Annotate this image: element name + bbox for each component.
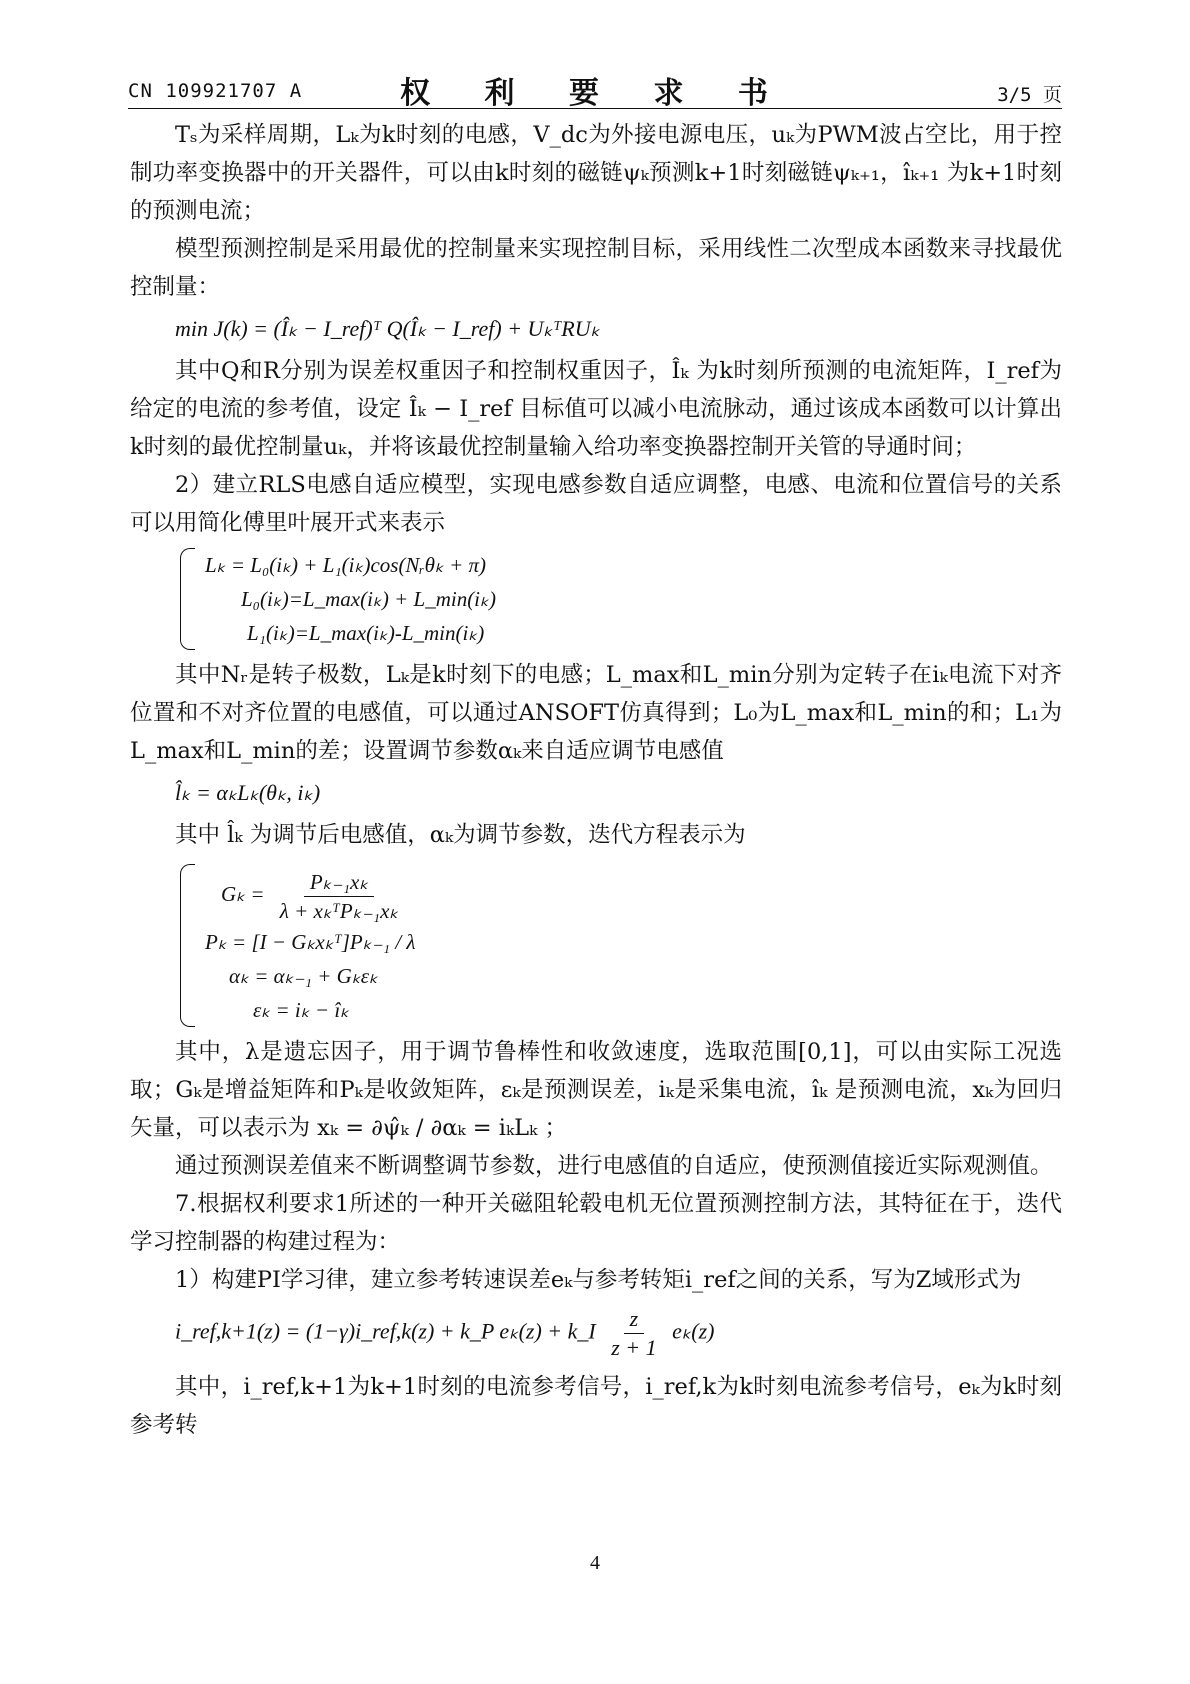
paragraph: 通过预测误差值来不断调整调节参数，进行电感值的自适应，使预测值接近实际观测值。 — [175, 1152, 1053, 1179]
inductance-equation-system — [180, 548, 1062, 650]
pi-rhs: eₖ(z) — [672, 1318, 715, 1344]
gain-numerator: Pₖ₋₁xₖ — [304, 868, 374, 897]
header-rule — [128, 108, 1062, 109]
paragraph: 模型预测控制是采用最优的控制量来实现控制目标，采用线性二次型成本函数来寻找最优控制量： — [130, 236, 1062, 300]
paragraph: 其中 l̂ₖ 为调节后电感值，αₖ为调节参数，迭代方程表示为 — [175, 822, 746, 848]
pi-fraction — [605, 1305, 662, 1362]
header-patent-number: CN 109921707 A — [128, 80, 303, 102]
cost-function-equation: min J(k) = (Îₖ − I_ref)ᵀ Q(Îₖ − I_ref) + UₖᵀRUₖ — [175, 316, 600, 341]
gain-lhs: Gₖ = — [221, 882, 265, 906]
claims-body — [130, 116, 1062, 1444]
paragraph: 其中Q和R分别为误差权重因子和控制权重因子，Îₖ 为k时刻所预测的电流矩阵，I_ref为给定的电流的参考值，设定 Îₖ − I_ref 目标值可以减小电流脉动，通过该成本函数可以计算出k时刻的最优控制量uₖ，并将该最优控制量输入给功率变换器控制开关管的导通时间； — [130, 358, 1062, 460]
equation-line: L₀(iₖ)=L_max(iₖ) + L_min(iₖ) — [241, 587, 496, 611]
pi-learning-law-equation — [175, 1305, 1062, 1362]
paragraph: Tₛ为采样周期，Lₖ为k时刻的电感，V_dc为外接电源电压，uₖ为PWM波占空比，用于控制功率变换器中的开关器件，可以由k时刻的磁链ψₖ预测k+1时刻磁链ψₖ₊₁，îₖ₊₁ 为k+1时刻的预测电流； — [130, 122, 1062, 224]
pi-numerator: z — [624, 1305, 645, 1334]
paragraph: 1）构建PI学习律，建立参考转速误差eₖ与参考转矩i_ref之间的关系，写为Z域形式为 — [175, 1266, 1022, 1293]
paragraph: 其中Nᵣ是转子极数，Lₖ是k时刻下的电感；L_max和L_min分别为定转子在iₖ电流下对齐位置和不对齐位置的电感值，可以通过ANSOFT仿真得到；L₀为L_max和L_min的和；L₁为L_max和L_min的差；设置调节参数αₖ来自适应调节电感值 — [130, 662, 1062, 764]
paragraph: 2）建立RLS电感自适应模型，实现电感参数自适应调整，电感、电流和位置信号的关系可以用简化傅里叶展开式来表示 — [130, 472, 1062, 536]
brace — [180, 548, 195, 650]
equation-line — [205, 864, 416, 925]
equation-line: εₖ = iₖ − îₖ — [253, 997, 350, 1022]
page-number: 4 — [590, 1552, 600, 1574]
equation-line: L₁(iₖ)=L_max(iₖ)-L_min(iₖ) — [247, 621, 485, 645]
gain-denominator: λ + xₖᵀPₖ₋₁xₖ — [279, 898, 399, 923]
pi-denominator: z + 1 — [611, 1334, 657, 1360]
iteration-equation-system — [180, 864, 1062, 1027]
header-page-indicator: 3/5 页 — [997, 84, 1062, 106]
paragraph: 7.根据权利要求1所述的一种开关磁阻轮毂电机无位置预测控制方法，其特征在于，迭代学习控制器的构建过程为： — [130, 1190, 1062, 1255]
equation-line: Lₖ = L₀(iₖ) + L₁(iₖ)cos(Nᵣθₖ + π) — [205, 553, 487, 577]
paragraph: 其中，λ是遗忘因子，用于调节鲁棒性和收敛速度，选取范围[0,1]，可以由实际工况选取；Gₖ是增益矩阵和Pₖ是收敛矩阵，εₖ是预测误差，iₖ是采集电流，îₖ 是预测电流，xₖ为回归矢量，可以表示为 xₖ = ∂ψ̂ₖ / ∂αₖ = iₖLₖ ； — [130, 1038, 1062, 1141]
pi-lhs: i_ref,k+1(z) = (1−γ)i_ref,k(z) + k_P eₖ(z) + k_I — [175, 1318, 596, 1344]
equation-line: Pₖ = [I − Gₖxₖᵀ]Pₖ₋₁ / λ — [205, 929, 416, 954]
header-title: 权 利 要 求 书 — [400, 76, 790, 111]
equation-line: αₖ = αₖ₋₁ + Gₖεₖ — [229, 963, 378, 988]
brace — [180, 864, 195, 1027]
adaptive-inductance-equation: l̂ₖ = αₖLₖ(θₖ, iₖ) — [175, 780, 321, 805]
gain-fraction — [274, 868, 405, 925]
paragraph: 其中，i_ref,k+1为k+1时刻的电流参考信号，i_ref,k为k时刻电流参考信号，eₖ为k时刻参考转 — [130, 1373, 1062, 1438]
